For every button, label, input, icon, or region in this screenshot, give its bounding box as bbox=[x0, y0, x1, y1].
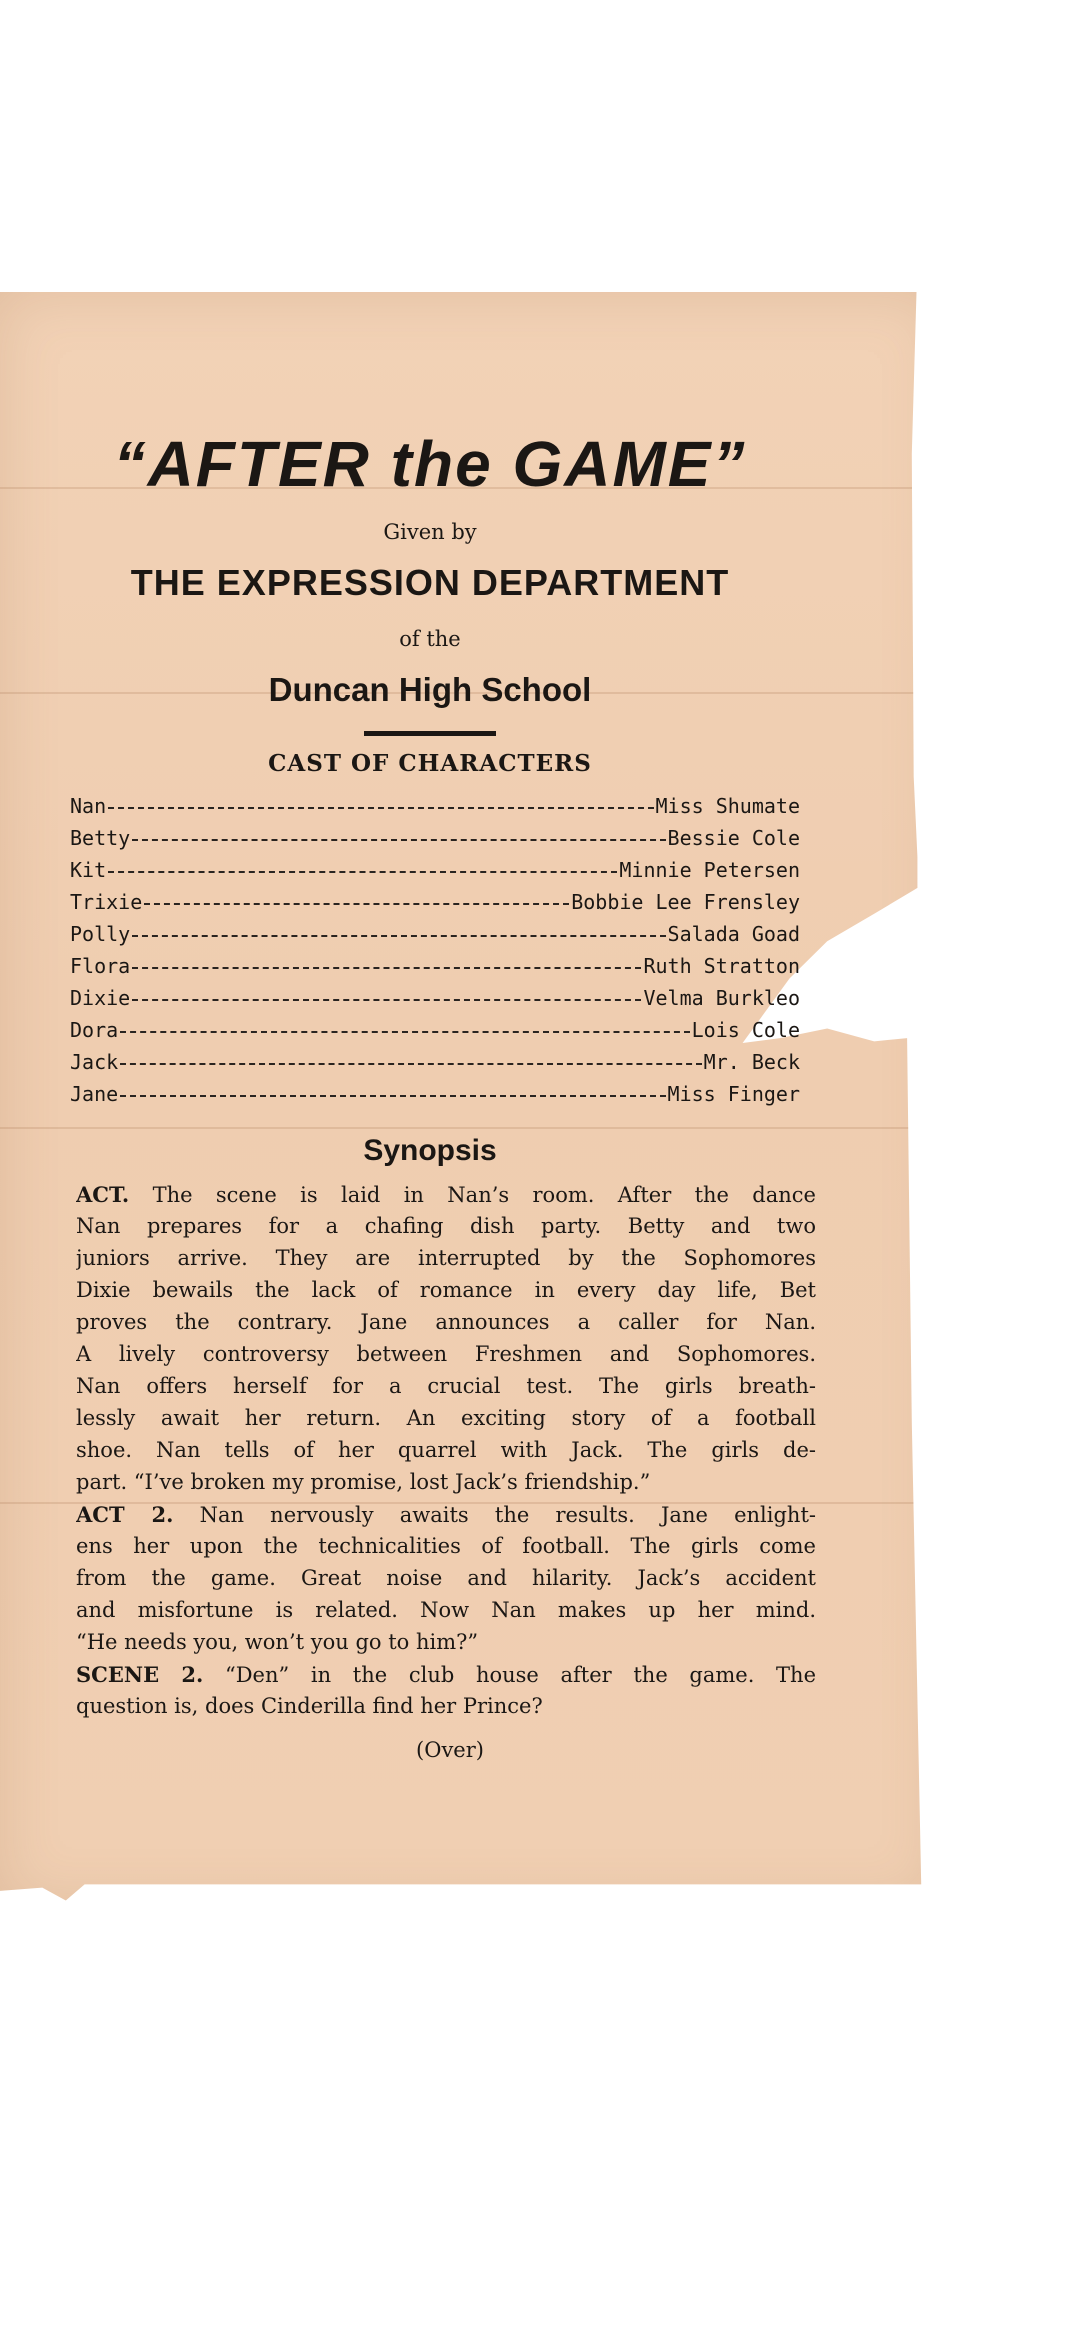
school-name: Duncan High School bbox=[268, 671, 592, 708]
synopsis-line-text: proves the contrary. Jane announces a caller for Nan. bbox=[76, 1310, 816, 1334]
cast-role: Jane bbox=[70, 1082, 119, 1106]
synopsis-line bbox=[76, 1470, 816, 1502]
synopsis-line-text: from the game. Great noise and hilarity. Jack’s accident bbox=[76, 1566, 816, 1590]
dotted-leader bbox=[120, 1095, 665, 1097]
synopsis-line bbox=[76, 1630, 816, 1662]
divider-rule bbox=[364, 731, 496, 736]
synopsis-line-text: question is, does Cinderilla find her Prince? bbox=[76, 1694, 543, 1718]
act-label: ACT 2. bbox=[76, 1502, 174, 1527]
of-the-text: of the bbox=[399, 627, 461, 651]
cast-actor: Mr. Beck bbox=[703, 1050, 800, 1074]
cast-role: Kit bbox=[70, 858, 107, 882]
synopsis-line bbox=[76, 1182, 816, 1214]
dotted-leader bbox=[108, 871, 617, 873]
play-title: “AFTER the GAME” bbox=[113, 428, 747, 500]
cast-row bbox=[70, 890, 800, 922]
cast-actor: Miss Shumate bbox=[655, 794, 800, 818]
synopsis-line-text: juniors arrive. They are interrupted by the Sophomores bbox=[76, 1246, 816, 1270]
cast-heading: CAST OF CHARACTERS bbox=[268, 750, 592, 777]
dotted-leader bbox=[132, 839, 665, 841]
cast-row bbox=[70, 826, 800, 858]
synopsis-line-text: part. “I’ve broken my promise, lost Jack’s friendship.” bbox=[76, 1470, 651, 1494]
synopsis-line-text: Nan offers herself for a crucial test. The girls breath- bbox=[76, 1374, 816, 1398]
given-by-text: Given by bbox=[383, 520, 477, 544]
dotted-leader bbox=[120, 1031, 689, 1033]
cast-actor: Lois Cole bbox=[691, 1018, 800, 1042]
synopsis-line-text: Dixie bewails the lack of romance in every day life, Bet bbox=[76, 1278, 816, 1302]
synopsis-line-text: ens her upon the technicalities of football. The girls come bbox=[76, 1534, 816, 1558]
synopsis-line-text: The scene is laid in Nan’s room. After the dance bbox=[152, 1183, 816, 1207]
fold-crease bbox=[0, 1127, 940, 1129]
cast-actor: Bobbie Lee Frensley bbox=[571, 890, 800, 914]
synopsis-line-text: “He needs you, won’t you go to him?” bbox=[76, 1630, 479, 1654]
cast-row bbox=[70, 954, 800, 986]
synopsis-line bbox=[76, 1342, 816, 1374]
cast-actor: Ruth Stratton bbox=[643, 954, 800, 978]
cast-row bbox=[70, 1082, 800, 1114]
dotted-leader bbox=[132, 999, 641, 1001]
synopsis-line bbox=[76, 1278, 816, 1310]
synopsis-line bbox=[76, 1310, 816, 1342]
cast-role: Jack bbox=[70, 1050, 119, 1074]
synopsis-line-text: Nan prepares for a chafing dish party. Betty and two bbox=[76, 1214, 816, 1238]
cast-row bbox=[70, 986, 800, 1018]
synopsis-line bbox=[76, 1694, 816, 1726]
synopsis-line bbox=[76, 1566, 816, 1598]
cast-role: Polly bbox=[70, 922, 131, 946]
cast-list bbox=[70, 794, 800, 1114]
synopsis-line-text: A lively controversy between Freshmen and Sophomores. bbox=[76, 1342, 816, 1366]
cast-actor: Velma Burkleo bbox=[643, 986, 800, 1010]
cast-role: Flora bbox=[70, 954, 131, 978]
cast-row bbox=[70, 794, 800, 826]
cast-actor: Minnie Petersen bbox=[619, 858, 800, 882]
synopsis-line-text: and misfortune is related. Now Nan makes up her mind. bbox=[76, 1598, 816, 1622]
cast-row bbox=[70, 922, 800, 954]
dotted-leader bbox=[108, 807, 653, 809]
synopsis-line bbox=[76, 1374, 816, 1406]
synopsis-line-text: “Den” in the club house after the game. The bbox=[224, 1663, 816, 1687]
cast-actor: Miss Finger bbox=[667, 1082, 800, 1106]
act-label: SCENE 2. bbox=[76, 1662, 204, 1687]
synopsis-line bbox=[76, 1438, 816, 1470]
dotted-leader bbox=[144, 903, 569, 905]
department-name: THE EXPRESSION DEPARTMENT bbox=[130, 562, 730, 603]
synopsis-line bbox=[76, 1406, 816, 1438]
synopsis-line bbox=[76, 1534, 816, 1566]
synopsis-line-text: lessly await her return. An exciting story of a football bbox=[76, 1406, 816, 1430]
cast-role: Nan bbox=[70, 794, 107, 818]
synopsis-line-text: Nan nervously awaits the results. Jane enlight- bbox=[199, 1503, 816, 1527]
cast-role: Trixie bbox=[70, 890, 143, 914]
cast-row bbox=[70, 1050, 800, 1082]
cast-row bbox=[70, 858, 800, 890]
synopsis-line bbox=[76, 1662, 816, 1694]
synopsis-line bbox=[76, 1598, 816, 1630]
synopsis-line bbox=[76, 1502, 816, 1534]
synopsis-heading: Synopsis bbox=[363, 1134, 497, 1167]
cast-actor: Salada Goad bbox=[667, 922, 800, 946]
synopsis-line bbox=[76, 1214, 816, 1246]
dotted-leader bbox=[120, 1063, 702, 1065]
synopsis-line-text: shoe. Nan tells of her quarrel with Jack. The girls de- bbox=[76, 1438, 816, 1462]
over-note: (Over) bbox=[416, 1738, 484, 1762]
act-label: ACT. bbox=[76, 1182, 130, 1207]
cast-role: Dora bbox=[70, 1018, 119, 1042]
cast-actor: Bessie Cole bbox=[667, 826, 800, 850]
dotted-leader bbox=[132, 967, 641, 969]
dotted-leader bbox=[132, 935, 665, 937]
synopsis-line bbox=[76, 1246, 816, 1278]
synopsis-text bbox=[76, 1182, 816, 1726]
cast-role: Betty bbox=[70, 826, 131, 850]
cast-role: Dixie bbox=[70, 986, 131, 1010]
cast-row bbox=[70, 1018, 800, 1050]
